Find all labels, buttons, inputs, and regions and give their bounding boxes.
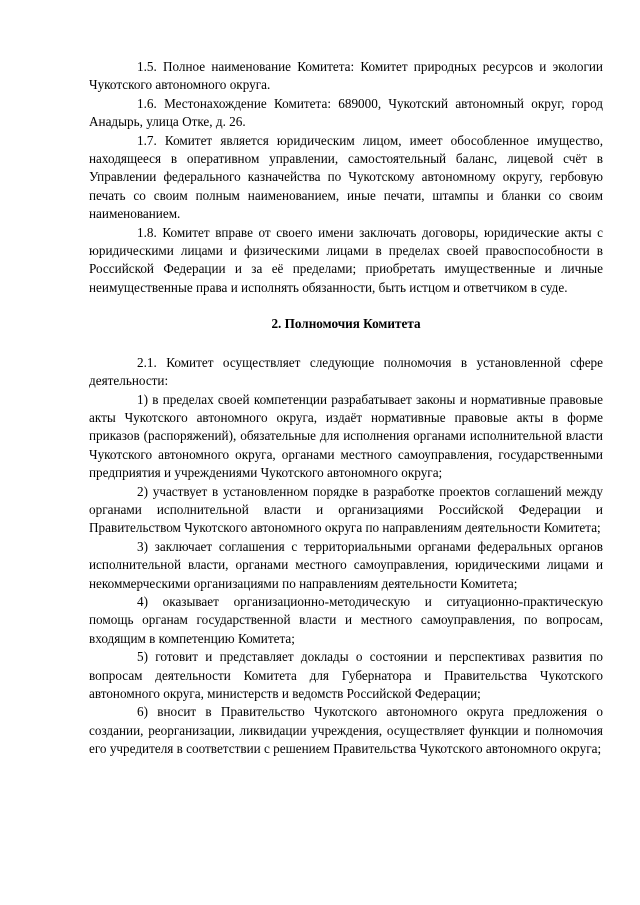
paragraph-1-6: 1.6. Местонахождение Комитета: 689000, Чукотский автономный округ, город Анадырь, улица Отке, д. 26. (89, 95, 603, 130)
document-body (89, 58, 603, 759)
paragraph-2-1: 2.1. Комитет осуществляет следующие полномочия в установленной сфере деятельности: (89, 354, 603, 389)
section-heading: 2. Полномочия Комитета (271, 316, 421, 332)
list-item-6: 6) вносит в Правительство Чукотского автономного округа предложения о создании, реорганизации, ликвидации учреждения, осуществляет функции и полномочия его учредителя в соответствии с решением Правительства Чукотского автономного округа; (89, 704, 603, 757)
list-item-3: 3) заключает соглашения с территориальными органами федеральных органов исполнительной власти, органами местного самоуправления, юридическими лицами и некоммерческими организациями по направлениям деятельности Комитета; (89, 538, 603, 591)
list-item-4: 4) оказывает организационно-методическую и ситуационно-практическую помощь органам государственной власти и местного самоуправления, по вопросам, входящим в компетенцию Комитета; (89, 593, 603, 646)
paragraph-1-7: 1.7. Комитет является юридическим лицом, имеет обособленное имущество, находящееся в оперативном управлении, самостоятельный баланс, лицевой счёт в Управлении федерального казначейства по Чукотскому автономному округу, гербовую печать со своим полным наименованием, иные печати, штампы и бланки со своим наименованием. (89, 132, 603, 222)
paragraph-1-8: 1.8. Комитет вправе от своего имени заключать договоры, юридические акты с юридическими лицами и физическими лицами в пределах своей правоспособности в Российской Федерации и за её пределами; приобретать имущественные и личные неимущественные права и исполнять обязанности, быть истцом и ответчиком в суде. (89, 224, 603, 295)
list-item-5: 5) готовит и представляет доклады о состоянии и перспективах развития по вопросам деятельности Комитета для Губернатора и Правительства Чукотского автономного округа, министерств и ведомств Российской Федерации; (89, 649, 603, 701)
paragraph-1-5: 1.5. Полное наименование Комитета: Комитет природных ресурсов и экологии Чукотского автономного округа. (89, 59, 603, 93)
list-item-1: 1) в пределах своей компетенции разрабатывает законы и нормативные правовые акты Чукотского автономного округа, издаёт нормативные правовые акты в форме приказов (распоряжений), обязательные для исполнения органами исполнительной власти Чукотского автономного округа, органами местного самоуправления, государственными предприятия и учреждениями Чукотского автономного округа; (89, 391, 603, 481)
list-item-2: 2) участвует в установленном порядке в разработке проектов соглашений между органами исполнительной власти и организациями Российской Федерации и Правительством Чукотского автономного округа по направлениям деятельности Комитета; (89, 483, 603, 536)
